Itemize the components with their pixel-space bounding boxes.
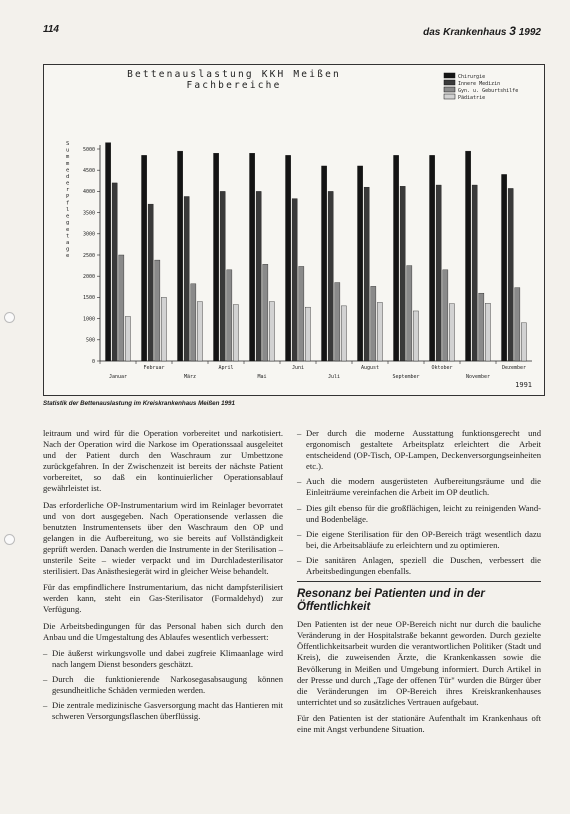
bar [485, 303, 490, 361]
bar [286, 155, 291, 361]
bar [430, 155, 435, 361]
y-tick-label: 4000 [82, 189, 95, 196]
bar [106, 143, 111, 361]
bar [364, 187, 369, 361]
y-tick-label: 3000 [82, 231, 95, 238]
bar [322, 166, 327, 361]
bar [358, 166, 363, 361]
paragraph: Den Patienten ist der neue OP-Bereich nicht nur durch die bauliche Veränderung in der Hospitalstraße bekannt geworden. Durch gezielte Öffentlichkeitsarbeit wurden die verantwortlichen Politiker (Stadt und Kreis), die zuweisenden Ärzte, die Krankenkassen sowie die Bevölkerung in Meißen und Umgebung informiert. Durch Artikel in der Presse und durch „Tage der offenen Tür" wurden die Bürger über die Veränderungen im OP-Bereich ihres Kreiskrankenhauses unterrichtet und so zusätzliches Vertrauen aufgebaut. [297, 619, 541, 707]
bar [142, 155, 147, 361]
bar [178, 151, 183, 361]
paragraph: Für das empfindlichere Instrumentarium, das nicht dampfsterilisiert werden kann, steht ein Gas-Sterilisator (Formaldehyd) zur Verfügung. [43, 582, 283, 615]
x-tick-label: Mai [257, 374, 267, 380]
section-divider [297, 581, 541, 582]
y-tick-label: 1000 [82, 316, 95, 323]
chart-subtitle: Fachbereiche [186, 80, 282, 91]
bar [466, 151, 471, 361]
x-tick-label: Juni [291, 365, 305, 371]
bullet-item: – Der durch die moderne Ausstattung funktionsgerecht und ergonomisch gestaltete Arbeitsplatz erleichtert die Arbeit entscheidend (OP-Tisch, OP-Lampen, Deckenversorgungseinheiten etc.). [297, 428, 541, 472]
bar [443, 270, 448, 361]
bar [227, 270, 232, 361]
x-tick-label: August [360, 365, 380, 371]
bar [125, 316, 130, 361]
bar [269, 302, 274, 361]
bar [191, 284, 196, 361]
chart-canvas [44, 65, 544, 395]
paragraph: Die Arbeitsbedingungen für das Personal haben sich durch den Anbau und die Umgestaltung des Ablaufes wesentlich verbessert: [43, 620, 283, 642]
y-tick-label: 2000 [82, 274, 95, 280]
bar [112, 183, 117, 361]
punch-hole [4, 312, 15, 323]
bar [197, 302, 202, 361]
x-tick-label: Oktober [431, 365, 453, 371]
bar [250, 153, 255, 361]
journal-name: das Krankenhaus [423, 27, 507, 38]
bar [479, 293, 484, 361]
legend-swatch [444, 87, 455, 92]
bar [220, 191, 225, 361]
x-tick-label: Januar [108, 374, 128, 380]
left-bullet-list [43, 648, 283, 723]
paragraph: leitraum und wird für die Operation vorbereitet und narkotisiert. Nach der Operation wird die Narkose im Operationssaal ausgeleitet und der Patient durch den Waschraum zur Umbettzone zurückgefahren. In der Zwischenzeit ist bereits der nächste Patient vorbereitet, so daß ein kontinuierlicher Operationsablauf gewährleistet ist. [43, 428, 283, 494]
section-heading: Resonanz bei Patienten und in der Öffentlichkeit [297, 588, 485, 613]
y-tick-label: 0 [91, 358, 95, 365]
bed-occupancy-chart [43, 64, 545, 396]
bar [341, 306, 346, 361]
bullet-item: – Die zentrale medizinische Gasversorgung macht das Hantieren mit schweren Versorgungsflaschen überflüssig. [43, 700, 283, 722]
bar [394, 155, 399, 361]
bar [335, 283, 340, 361]
bar [256, 191, 261, 361]
legend-label: Pädiatrie [458, 94, 486, 101]
bullet-item: – Die eigene Sterilisation für den OP-Bereich trägt wesentlich dazu bei, die Arbeitsabläufe zu erleichtern und zu optimieren. [297, 529, 541, 551]
bar [155, 260, 160, 361]
y-tick-label: 500 [85, 337, 95, 344]
legend-swatch [444, 80, 455, 85]
y-tick-label: 5000 [82, 146, 95, 153]
right-column [297, 428, 541, 740]
legend-swatch [444, 94, 455, 99]
bar [263, 264, 268, 361]
bar [508, 188, 513, 361]
paragraph: Für den Patienten ist der stationäre Aufenthalt im Krankenhaus oft eine mit Angst verbundene Situation. [297, 712, 541, 734]
bar [184, 196, 189, 361]
right-bullet-list [297, 428, 541, 577]
x-tick-label: September [392, 374, 420, 380]
bullet-item: – Durch die funktionierende Narkosegasabsaugung können gesundheitliche Schäden vermieden werden. [43, 674, 283, 696]
legend-label: Innere Medizin [458, 80, 501, 87]
y-axis-label: S u m m e d e r P f l e g e t a g e [66, 141, 70, 260]
legend-label: Chirurgie [458, 73, 486, 80]
bullet-item: – Auch die modern ausgerüsteten Aufbereitungsräume und die Einleiträume vereinfachen die Arbeit im OP deutlich. [297, 476, 541, 498]
year: 1992 [518, 27, 541, 38]
bar [371, 286, 376, 361]
bar [299, 266, 304, 361]
bar [214, 153, 219, 361]
y-tick-label: 1500 [82, 295, 95, 302]
punch-hole [4, 534, 15, 545]
bar [305, 307, 310, 361]
bar [472, 185, 477, 361]
x-tick-label: Juli [327, 374, 341, 380]
chart-title: Bettenauslastung KKH Meißen [127, 69, 341, 80]
bullet-item: – Die äußerst wirkungsvolle und dabei zugfreie Klimaanlage wird nach langem Dienst besonders geschätzt. [43, 648, 283, 670]
legend-swatch [444, 73, 455, 78]
bar [161, 297, 166, 361]
y-tick-label: 4500 [82, 168, 95, 174]
x-tick-label: November [465, 374, 491, 380]
bullet-item: – Dies gilt ebenso für die großflächigen, leicht zu reinigenden Wand- und Bodenbeläge. [297, 503, 541, 525]
bar [502, 174, 507, 361]
bar [436, 185, 441, 361]
bar [407, 266, 412, 361]
bar [119, 255, 124, 361]
bar [292, 199, 297, 361]
x-tick-label: Februar [143, 365, 165, 371]
bar [400, 186, 405, 361]
bar [521, 323, 526, 361]
bullet-item: – Die sanitären Anlagen, speziell die Duschen, verbessert die Arbeitsbedingungen ebenfalls. [297, 555, 541, 577]
figure-caption: Statistik der Bettenauslastung im Kreiskrankenhaus Meißen 1991 [43, 400, 235, 407]
x-tick-label: Dezember [501, 365, 527, 371]
bar [328, 191, 333, 361]
bar [148, 204, 153, 361]
x-tick-label: April [218, 365, 234, 371]
issue-number: 3 [509, 24, 516, 38]
y-tick-label: 2500 [82, 252, 95, 259]
bar [233, 305, 238, 361]
bar [515, 288, 520, 361]
page-number: 114 [43, 24, 59, 35]
bar [413, 311, 418, 361]
y-tick-label: 3500 [82, 210, 95, 217]
journal-header [423, 24, 541, 38]
bar [449, 304, 454, 361]
legend-label: Gyn. u. Geburtshilfe [458, 87, 519, 94]
paragraph: Das erforderliche OP-Instrumentarium wird im Reinlager bevorratet und von dort ausgegeben. Nach Operationsende verlassen die benutzten Instrumentensets über den Waschraum den OP und gelangen in die Aufbereitung, wo sie bereits auf Vollständigkeit geprüft werden. Danach werden die Instrumente in der Sterilisation – unsterile Seite – wieder verpackt und im Durchladesterilisator sterilisiert. Das Anästhesiegerät wird in gleicher Weise behandelt. [43, 499, 283, 577]
left-column [43, 428, 283, 726]
chart-year-label: 1991 [515, 381, 532, 389]
x-tick-label: März [183, 374, 197, 380]
bar [377, 302, 382, 361]
